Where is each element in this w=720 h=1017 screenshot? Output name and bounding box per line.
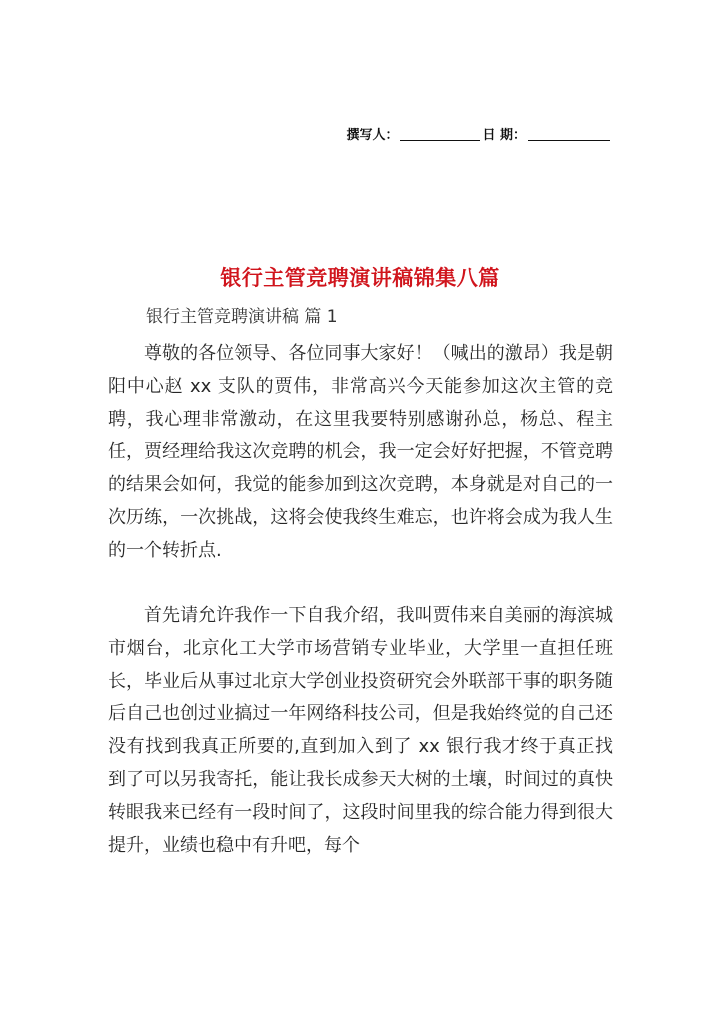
- paragraph-2: 首先请允许我作一下自我介绍，我叫贾伟来自美丽的海滨城市烟台，北京化工大学市场营销专业毕业，大学里一直担任班长，毕业后从事过北京大学创业投资研究会外联部干事的职务随后自己也创过业搞过一年网络科技公司，但是我始终觉的自己还没有找到我真正所要的,直到加入到了 xx 银行我才终于真正找到了可以另我寄托，能让我长成参天大树的土壤，时间过的真快转眼我来已经有一段时间了，这段时间里我的综合能力得到很大提升，业绩也稳中有升吧，每个: [108, 605, 613, 856]
- author-label: 撰写人：: [346, 128, 399, 143]
- section-heading: 银行主管竞聘演讲稿 篇 1: [146, 307, 338, 327]
- document-title: 银行主管竞聘演讲稿锦集八篇: [220, 266, 500, 290]
- date-blank-line: [528, 126, 610, 141]
- header-signature-line: [346, 124, 612, 143]
- date-label: 日 期：: [482, 128, 526, 143]
- paragraph-1: 尊敬的各位领导、各位同事大家好！（喊出的激昂）我是朝阳中心赵 xx 支队的贾伟，非常高兴今天能参加这次主管的竞聘，我心理非常激动，在这里我要特别感谢孙总，杨总、程主任，贾经理给我这次竞聘的机会，我一定会好好把握，不管竞聘的结果会如何，我觉的能参加到这次竞聘，本身就是对自己的一次历练，一次挑战，这将会使我终生难忘，也许将会成为我人生的一个转折点.: [108, 343, 613, 561]
- author-blank-line: [400, 126, 480, 141]
